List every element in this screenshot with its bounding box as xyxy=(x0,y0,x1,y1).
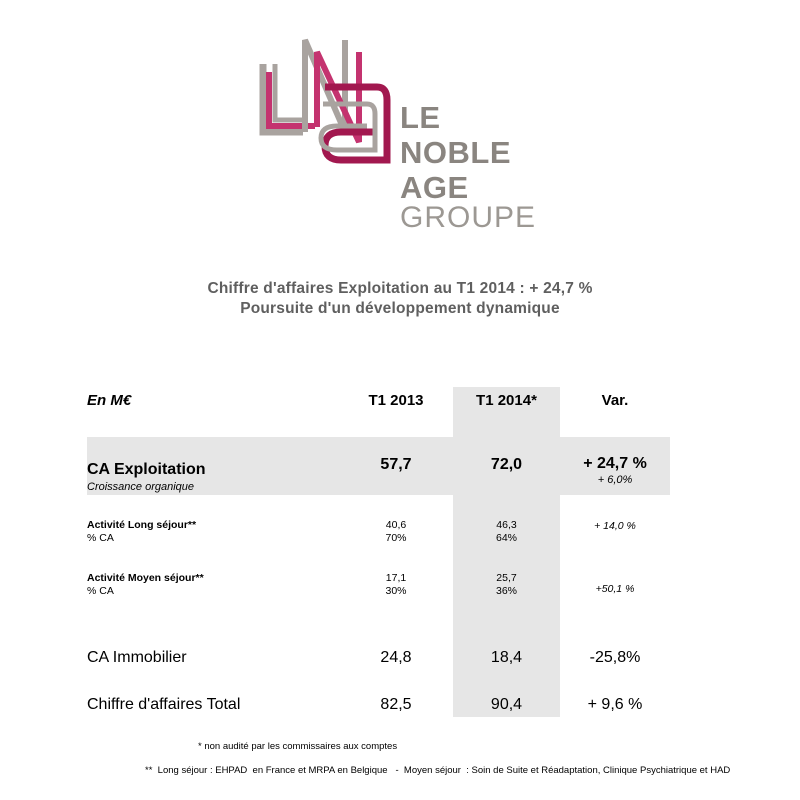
moyen-sejour-t1-2014-pct: 36% xyxy=(495,585,517,597)
moyen-sejour-label: Activité Moyen séjour** xyxy=(87,572,204,584)
ca-immobilier-t1-2013: 24,8 xyxy=(380,649,412,666)
footnote-definitions: ** Long séjour : EHPAD en France et MRPA en Belgique - Moyen séjour : Soin de Suite et Réadaptation, Clinique Psychiatrique et HAD xyxy=(145,765,731,776)
total-t1-2013: 82,5 xyxy=(380,696,412,713)
logo-text-age: AGE xyxy=(400,170,469,205)
logo-text-le: LE xyxy=(400,100,441,135)
column-header-var: Var. xyxy=(601,392,629,409)
total-label: Chiffre d'affaires Total xyxy=(87,696,241,713)
long-sejour-t1-2014: 46,3 xyxy=(496,519,517,531)
page-title: Chiffre d'affaires Exploitation au T1 2014 : + 24,7 % xyxy=(207,280,593,297)
ca-exploitation-t1-2013: 57,7 xyxy=(380,456,412,473)
moyen-sejour-t1-2014: 25,7 xyxy=(496,572,517,584)
unit-label: En M€ xyxy=(87,392,132,409)
long-sejour-label: Activité Long séjour** xyxy=(87,519,197,531)
ca-exploitation-label: CA Exploitation xyxy=(87,461,206,478)
moyen-sejour-t1-2013-pct: 30% xyxy=(385,585,407,597)
long-sejour-t1-2014-pct: 64% xyxy=(495,532,517,544)
ca-exploitation-var: + 24,7 % xyxy=(583,455,647,472)
organic-growth-label: Croissance organique xyxy=(87,481,195,493)
ca-immobilier-var: -25,8% xyxy=(589,649,641,666)
long-sejour-t1-2013-pct: 70% xyxy=(385,532,407,544)
organic-growth-var: + 6,0% xyxy=(597,474,633,486)
logo-text-noble: NOBLE xyxy=(400,135,511,170)
ca-exploitation-t1-2014: 72,0 xyxy=(490,456,523,473)
ca-immobilier-label: CA Immobilier xyxy=(87,649,187,666)
column-header-t1-2013: T1 2013 xyxy=(368,392,424,409)
moyen-sejour-t1-2013: 17,1 xyxy=(385,572,407,584)
long-sejour-pct-label: % CA xyxy=(87,532,114,544)
page-subtitle: Poursuite d'un développement dynamique xyxy=(240,300,560,317)
ca-immobilier-t1-2014: 18,4 xyxy=(490,649,523,666)
moyen-sejour-var: +50,1 % xyxy=(595,583,635,595)
logo-text-groupe: GROUPE xyxy=(400,201,537,234)
long-sejour-var: + 14,0 % xyxy=(594,520,636,532)
total-var: + 9,6 % xyxy=(587,696,643,713)
footnote-unaudited: * non audité par les commissaires aux comptes xyxy=(198,741,398,752)
column-header-t1-2014: T1 2014* xyxy=(476,392,537,409)
total-t1-2014: 90,4 xyxy=(490,696,523,713)
moyen-sejour-pct-label: % CA xyxy=(87,585,114,597)
long-sejour-t1-2013: 40,6 xyxy=(385,519,407,531)
